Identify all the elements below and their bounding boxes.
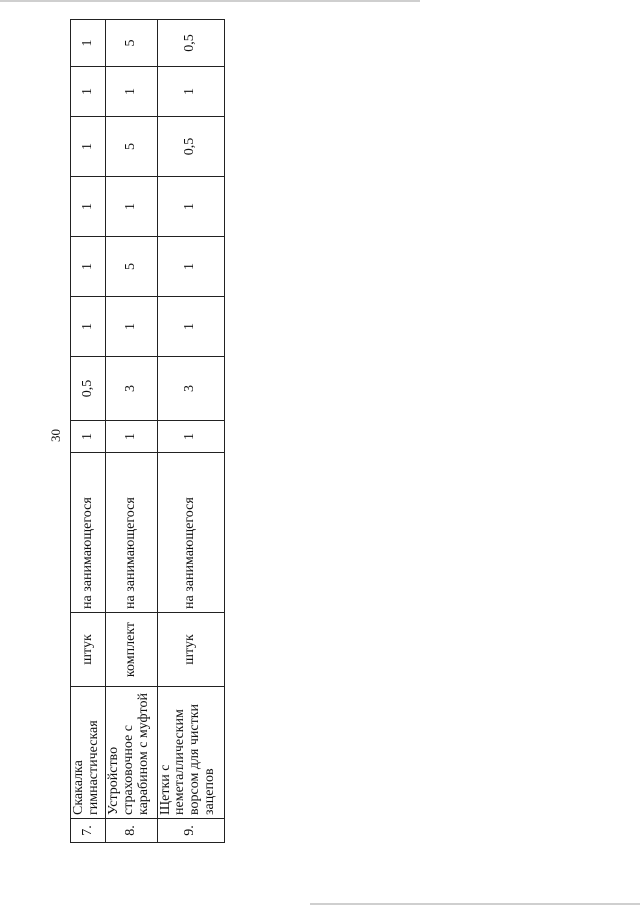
value-cell: 1 bbox=[157, 67, 224, 117]
calculation-unit: на занимающегося bbox=[106, 453, 157, 613]
value-cell: 1 bbox=[106, 177, 157, 237]
value-cell: 1 bbox=[157, 421, 224, 453]
value-cell: 1 bbox=[71, 177, 106, 237]
row-number: 9. bbox=[157, 819, 224, 843]
table-row bbox=[106, 20, 157, 843]
value-cell: 0,5 bbox=[157, 117, 224, 177]
value-cell: 0,5 bbox=[71, 357, 106, 421]
value-cell: 1 bbox=[71, 421, 106, 453]
unit-of-measure: комплект bbox=[106, 613, 157, 687]
value-cell: 1 bbox=[106, 421, 157, 453]
value-cell: 1 bbox=[106, 67, 157, 117]
table-row bbox=[71, 20, 106, 843]
item-name: Щетки с неметаллическим ворсом для чистки зацепов bbox=[157, 687, 224, 819]
value-cell: 1 bbox=[71, 20, 106, 67]
value-cell: 1 bbox=[71, 237, 106, 297]
equipment-table bbox=[70, 19, 225, 843]
value-cell: 5 bbox=[106, 20, 157, 67]
scan-edge-top bbox=[0, 0, 420, 2]
value-cell: 3 bbox=[106, 357, 157, 421]
value-cell: 0,5 bbox=[157, 20, 224, 67]
value-cell: 1 bbox=[71, 297, 106, 357]
table-row bbox=[157, 20, 224, 843]
unit-of-measure: штук bbox=[157, 613, 224, 687]
calculation-unit: на занимающегося bbox=[157, 453, 224, 613]
value-cell: 3 bbox=[157, 357, 224, 421]
page-number: 30 bbox=[48, 429, 63, 442]
unit-of-measure: штук bbox=[71, 613, 106, 687]
equipment-table-rotated bbox=[70, 20, 225, 843]
value-cell: 5 bbox=[106, 237, 157, 297]
row-number: 8. bbox=[106, 819, 157, 843]
item-name: Скакалка гимнастическая bbox=[71, 687, 106, 819]
value-cell: 1 bbox=[71, 117, 106, 177]
row-number: 7. bbox=[71, 819, 106, 843]
value-cell: 1 bbox=[157, 237, 224, 297]
value-cell: 1 bbox=[71, 67, 106, 117]
value-cell: 5 bbox=[106, 117, 157, 177]
value-cell: 1 bbox=[106, 297, 157, 357]
value-cell: 1 bbox=[157, 177, 224, 237]
value-cell: 1 bbox=[157, 297, 224, 357]
item-name: Устройство страховочное с карабином с муфтой bbox=[106, 687, 157, 819]
calculation-unit: на занимающегося bbox=[71, 453, 106, 613]
